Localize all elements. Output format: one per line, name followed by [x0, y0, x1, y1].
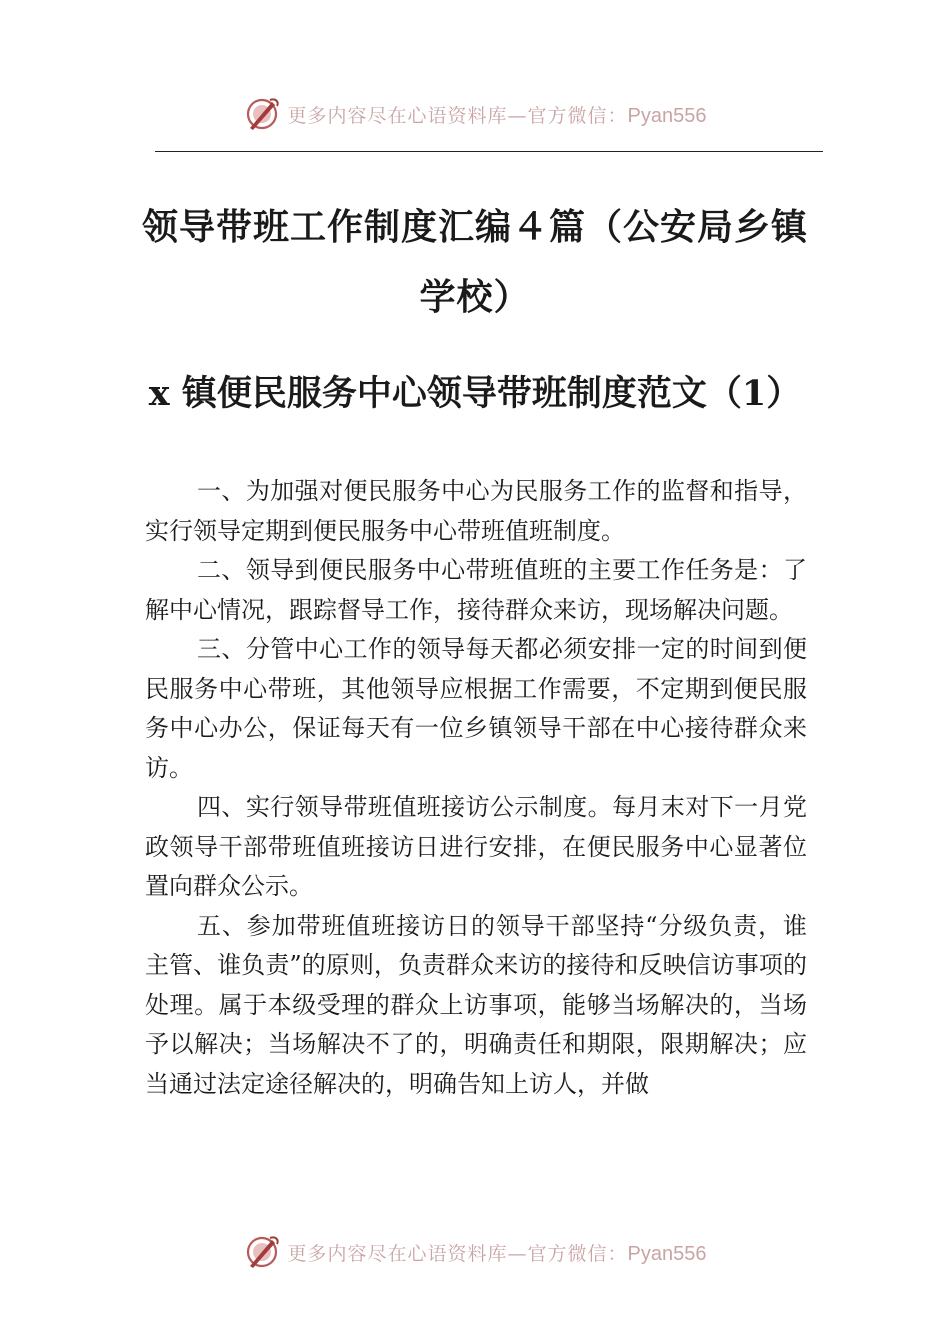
header-banner [0, 92, 950, 136]
paragraph: 四、实行领导带班值班接访公示制度。每月末对下一月党政领导干部带班值班接访日进行安排，在便民服务中心显著位置向群众公示。 [145, 793, 807, 900]
wechat-id: Pyan556 [627, 1242, 707, 1265]
quill-seal-icon [244, 1234, 280, 1270]
quill-seal-icon [244, 96, 280, 132]
banner-text: 更多内容尽在心语资料库—官方微信：Pyan556 [287, 1242, 707, 1265]
paragraph: 一、为加强对便民服务中心为民服务工作的监督和指导，实行领导定期到便民服务中心带班值班制度。 [145, 477, 807, 545]
banner-text: 更多内容尽在心语资料库—官方微信：Pyan556 [287, 104, 707, 127]
wechat-id: Pyan556 [627, 104, 707, 127]
section-subtitle: x 镇便民服务中心领导带班制度范文（1） [148, 373, 802, 414]
document-title: 领导带班工作制度汇编４篇（公安局乡镇学校） [141, 206, 808, 318]
footer-banner [0, 1230, 950, 1274]
header-divider [155, 151, 823, 152]
paragraph: 五、参加带班值班接访日的领导干部坚持“分级负责，谁主管、谁负责”的原则，负责群众来访的接待和反映信访事项的处理。属于本级受理的群众上访事项，能够当场解决的，当场予以解决；当场解决不了的，明确责任和期限，限期解决；应当通过法定途径解决的，明确告知上访人，并做 [145, 911, 807, 1098]
paragraph: 二、领导到便民服务中心带班值班的主要工作任务是：了解中心情况，跟踪督导工作，接待群众来访，现场解决问题。 [145, 556, 807, 624]
document-body [145, 472, 807, 1104]
paragraph: 三、分管中心工作的领导每天都必须安排一定的时间到便民服务中心带班，其他领导应根据工作需要，不定期到便民服务中心办公，保证每天有一位乡镇领导干部在中心接待群众来访。 [145, 635, 807, 782]
